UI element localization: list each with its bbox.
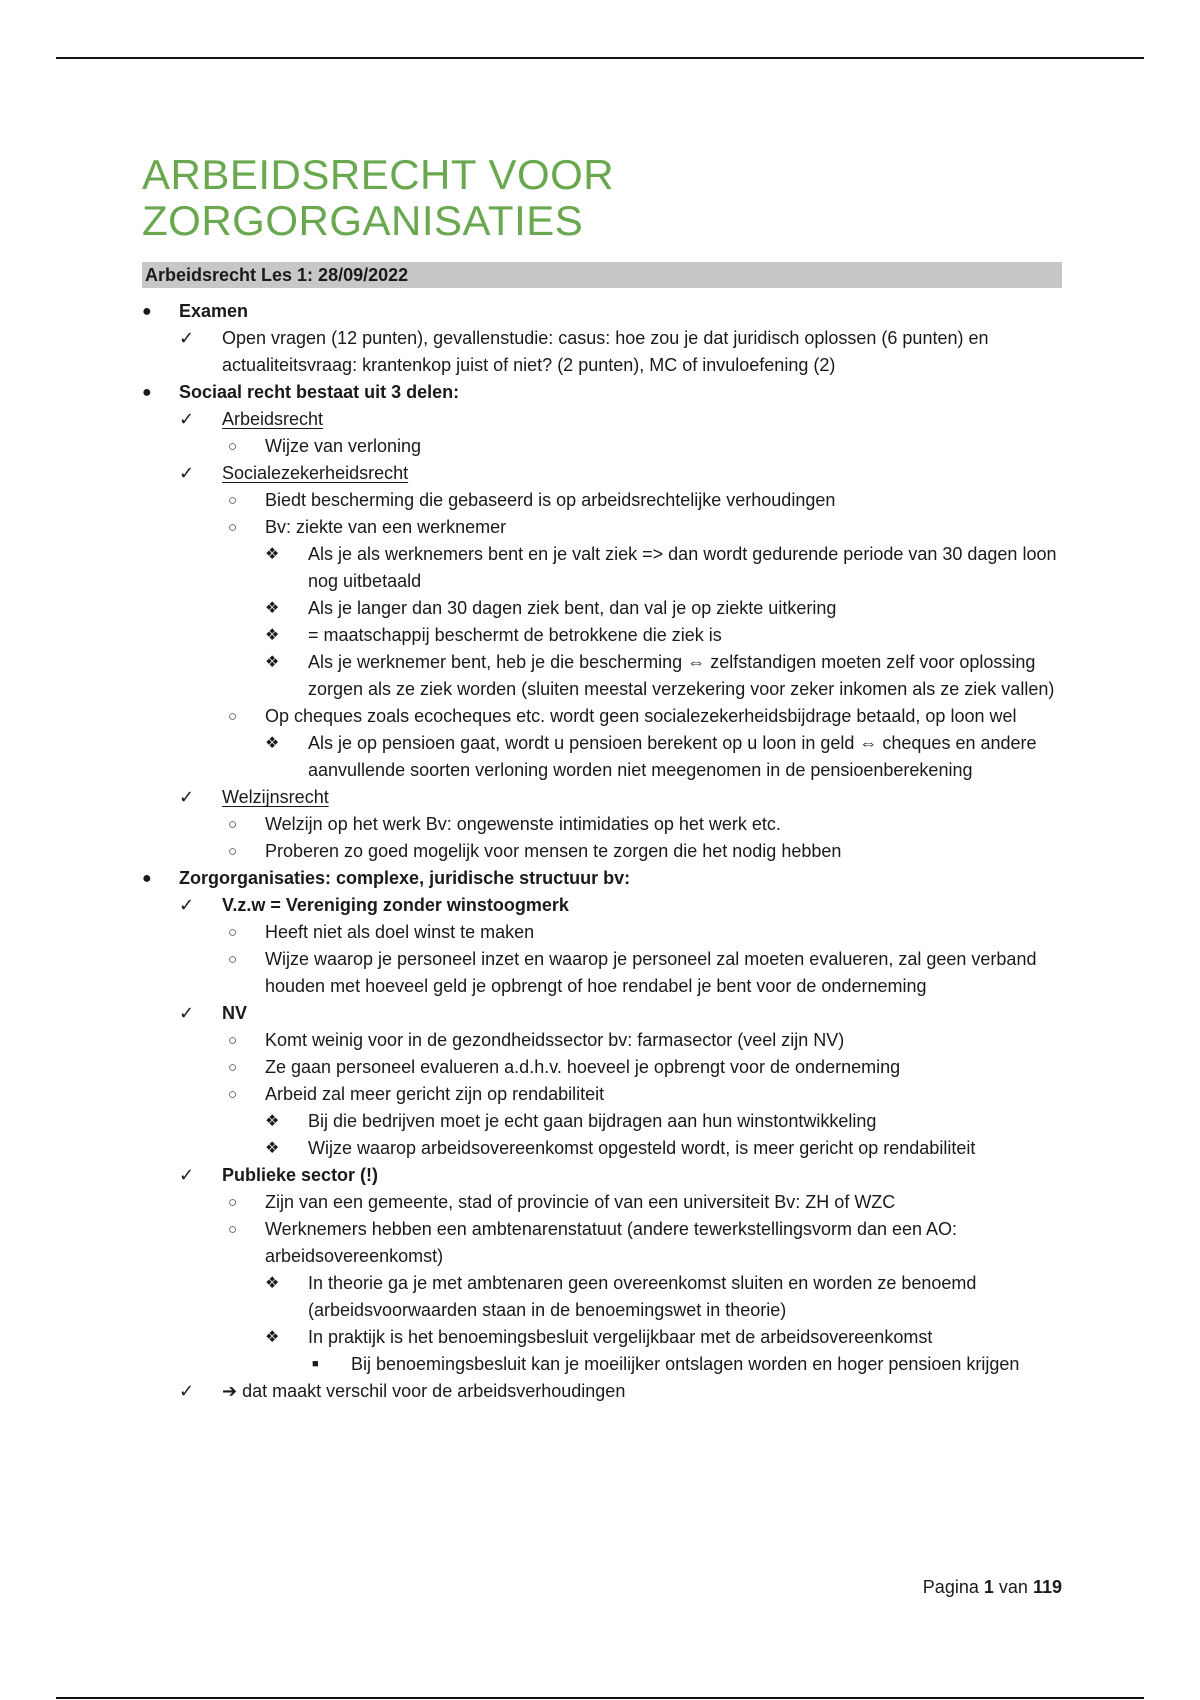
examen-detail-item [179,325,1062,379]
circle-bullet-icon: ○ [228,1086,238,1104]
diamond-bullet-icon: ❖ [265,1329,280,1347]
bullet-dot-icon: ● [142,384,152,402]
diamond-bullet-icon: ❖ [265,1140,280,1158]
zorg-heading: Zorgorganisaties: complexe, juridische structuur bv: [179,868,631,889]
list-item: ❖ In theorie ga je met ambtenaren geen overeenkomst sluiten en worden ze benoemd (arbeidsvoorwaarden staan in de benoemingswet in theorie) [265,1270,1062,1324]
bullet-dot-icon: ● [142,870,152,888]
diamond-bullet-icon: ❖ [265,1275,280,1293]
arbeidsrecht-label: Arbeidsrecht [222,409,324,430]
current-page: 1 [983,1577,994,1597]
list-item: ○ Wijze van verloning [222,433,1062,460]
diamond-bullet-icon: ❖ [265,627,280,645]
circle-bullet-icon: ○ [228,1221,238,1239]
list-item: ❖ Bij die bedrijven moet je echt gaan bijdragen aan hun winstontwikkeling [265,1108,1062,1135]
list-item: ○ Welzijn op het werk Bv: ongewenste intimidaties op het werk etc. [222,811,1062,838]
circle-bullet-icon: ○ [228,519,238,537]
list-item: ■ Bij benoemingsbesluit kan je moeilijker ontslagen worden en hoger pensioen krijgen [308,1351,1062,1378]
list-item: ○ Wijze waarop je personeel inzet en waarop je personeel zal moeten evalueren, zal geen verband houden met hoeveel geld je opbrengt of hoe rendabel je bent voor de onderneming [222,946,1062,1000]
diamond-bullet-icon: ❖ [265,600,280,618]
vzw-item [179,892,1062,1000]
list-item: ❖ Als je op pensioen gaat, wordt u pensioen berekent op u loon in geld ⇔ cheques en andere aanvullende soorten verloning worden niet meegenomen in de pensioenberekening [265,730,1062,784]
list-item: ○ Heeft niet als doel winst te maken [222,919,1062,946]
circle-bullet-icon: ○ [228,924,238,942]
checkmark-icon: ✓ [179,463,195,484]
list-item: ❖ In praktijk is het benoemingsbesluit vergelijkbaar met de arbeidsovereenkomst ■ Bij benoemingsbesluit kan je moeilijker ontslagen worden en hoger pensioen krijgen [265,1324,1062,1378]
circle-bullet-icon: ○ [228,1059,238,1077]
outline [142,298,1062,1405]
bullet-examen [142,298,1062,379]
publieke-sector-label: Publieke sector (!) [222,1165,379,1186]
nv-label: NV [222,1003,248,1024]
examen-heading: Examen [179,301,249,322]
circle-bullet-icon: ○ [228,1032,238,1050]
session-heading: Arbeidsrecht Les 1: 28/09/2022 [142,262,1062,288]
checkmark-icon: ✓ [179,1165,195,1186]
arbeidsrecht-item [179,406,1062,460]
bullet-zorgorganisaties [142,865,1062,1405]
bottom-rule [56,1697,1144,1699]
bullet-sociaal-recht [142,379,1062,865]
total-pages: 119 [1032,1577,1062,1597]
checkmark-icon: ✓ [179,1381,195,1402]
checkmark-icon: ✓ [179,328,195,349]
list-item: ○ Biedt bescherming die gebaseerd is op arbeidsrechtelijke verhoudingen [222,487,1062,514]
circle-bullet-icon: ○ [228,438,238,456]
list-item: ○ Op cheques zoals ecocheques etc. wordt geen socialezekerheidsbijdrage betaald, op loon wel ❖ Als je op pensioen gaat, wordt u pensioen berekent op u loon in geld ⇔ cheques en andere aanvullende soorten verloning worden niet meegenomen in de pensioenberekening [222,703,1062,784]
welzijnsrecht-label: Welzijnsrecht [222,787,329,808]
publieke-sector-item [179,1162,1062,1378]
circle-bullet-icon: ○ [228,951,238,969]
examen-detail: Open vragen (12 punten), gevallenstudie: casus: hoe zou je dat juridisch oplossen (6 punten) en actualiteitsvraag: krantenkop juist of niet? (2 punten), MC of invuloefening (2) [222,328,989,376]
conclusion-item [179,1378,1062,1405]
list-item: ○ Proberen zo goed mogelijk voor mensen te zorgen die het nodig hebben [222,838,1062,865]
page-content [142,140,1062,1405]
square-bullet-icon: ■ [312,1358,319,1371]
welzijnsrecht-item [179,784,1062,865]
diamond-bullet-icon: ❖ [265,735,280,753]
circle-bullet-icon: ○ [228,1194,238,1212]
list-item: ❖ Als je langer dan 30 dagen ziek bent, dan val je op ziekte uitkering [265,595,1062,622]
nv-item [179,1000,1062,1162]
list-item: ○ Zijn van een gemeente, stad of provincie of van een universiteit Bv: ZH of WZC [222,1189,1062,1216]
diamond-bullet-icon: ❖ [265,654,280,672]
diamond-bullet-icon: ❖ [265,1113,280,1131]
top-rule [56,57,1144,59]
list-item: ❖ Wijze waarop arbeidsovereenkomst opgesteld wordt, is meer gericht op rendabiliteit [265,1135,1062,1162]
circle-bullet-icon: ○ [228,708,238,726]
list-item: ○ Komt weinig voor in de gezondheidssector bv: farmasector (veel zijn NV) [222,1027,1062,1054]
list-item: ○ Arbeid zal meer gericht zijn op rendabiliteit ❖ Bij die bedrijven moet je echt gaan bijdragen aan hun winstontwikkeling ❖ Wijze waarop arbeidsovereenkomst opgesteld wordt, is meer gericht op rendabiliteit [222,1081,1062,1162]
checkmark-icon: ✓ [179,409,195,430]
arrow-right-icon: ➔ [222,1381,238,1402]
socialezekerheidsrecht-label: Socialezekerheidsrecht [222,463,409,484]
socialezekerheidsrecht-item [179,460,1062,784]
vzw-label: V.z.w = Vereniging zonder winstoogmerk [222,895,569,916]
list-item: ❖ = maatschappij beschermt de betrokkene die ziek is [265,622,1062,649]
list-item: ❖ Als je als werknemers bent en je valt ziek => dan wordt gedurende periode van 30 dagen loon nog uitbetaald [265,541,1062,595]
checkmark-icon: ✓ [179,1003,195,1024]
list-item: ○ Werknemers hebben een ambtenarenstatuut (andere tewerkstellingsvorm dan een AO: arbeidsovereenkomst) ❖ In theorie ga je met ambtenaren geen overeenkomst sluiten en worden ze benoemd (arbeidsvoorwaarden staan in de benoemingswet in theorie) ❖ In praktijk is het benoemingsbesluit vergelijkbaar met de arbeidsovereenkomst ■ Bij benoemingsbesluit kan je moeilijker ontslagen worden en hoger pensioen krijgen [222,1216,1062,1378]
sociaal-heading: Sociaal recht bestaat uit 3 delen: [179,382,460,403]
bullet-dot-icon: ● [142,303,152,321]
page-number: Pagina 1 van 119 [922,1577,1062,1597]
conclusion-text: dat maakt verschil voor de arbeidsverhoudingen [242,1381,626,1402]
circle-bullet-icon: ○ [228,492,238,510]
list-item: ❖ Als je werknemer bent, heb je die bescherming ⇔ zelfstandigen moeten zelf voor oplossing zorgen als ze ziek worden (sluiten meestal verzekering voor zeker inkomen als ze ziek vallen) [265,649,1062,703]
list-item: ○ Ze gaan personeel evalueren a.d.h.v. hoeveel je opbrengt voor de onderneming [222,1054,1062,1081]
diamond-bullet-icon: ❖ [265,546,280,564]
list-item: ○ Bv: ziekte van een werknemer ❖ Als je als werknemers bent en je valt ziek => dan wordt gedurende periode van 30 dagen loon nog uitbetaald ❖ Als je langer dan 30 dagen ziek bent, dan val je op ziekte uitkering ❖ = maatschappij beschermt de betrokkene die ziek is ❖ Als je werknemer bent, heb je die bescherming ⇔ zelfstandigen moeten zelf voor oplossing zorgen als ze ziek worden (sluiten meestal verzekering voor zeker inkomen als ze ziek vallen) [222,514,1062,703]
circle-bullet-icon: ○ [228,843,238,861]
circle-bullet-icon: ○ [228,816,238,834]
document-title: ARBEIDSRECHT VOOR ZORGORGANISATIES [142,151,615,245]
checkmark-icon: ✓ [179,787,195,808]
checkmark-icon: ✓ [179,895,195,916]
